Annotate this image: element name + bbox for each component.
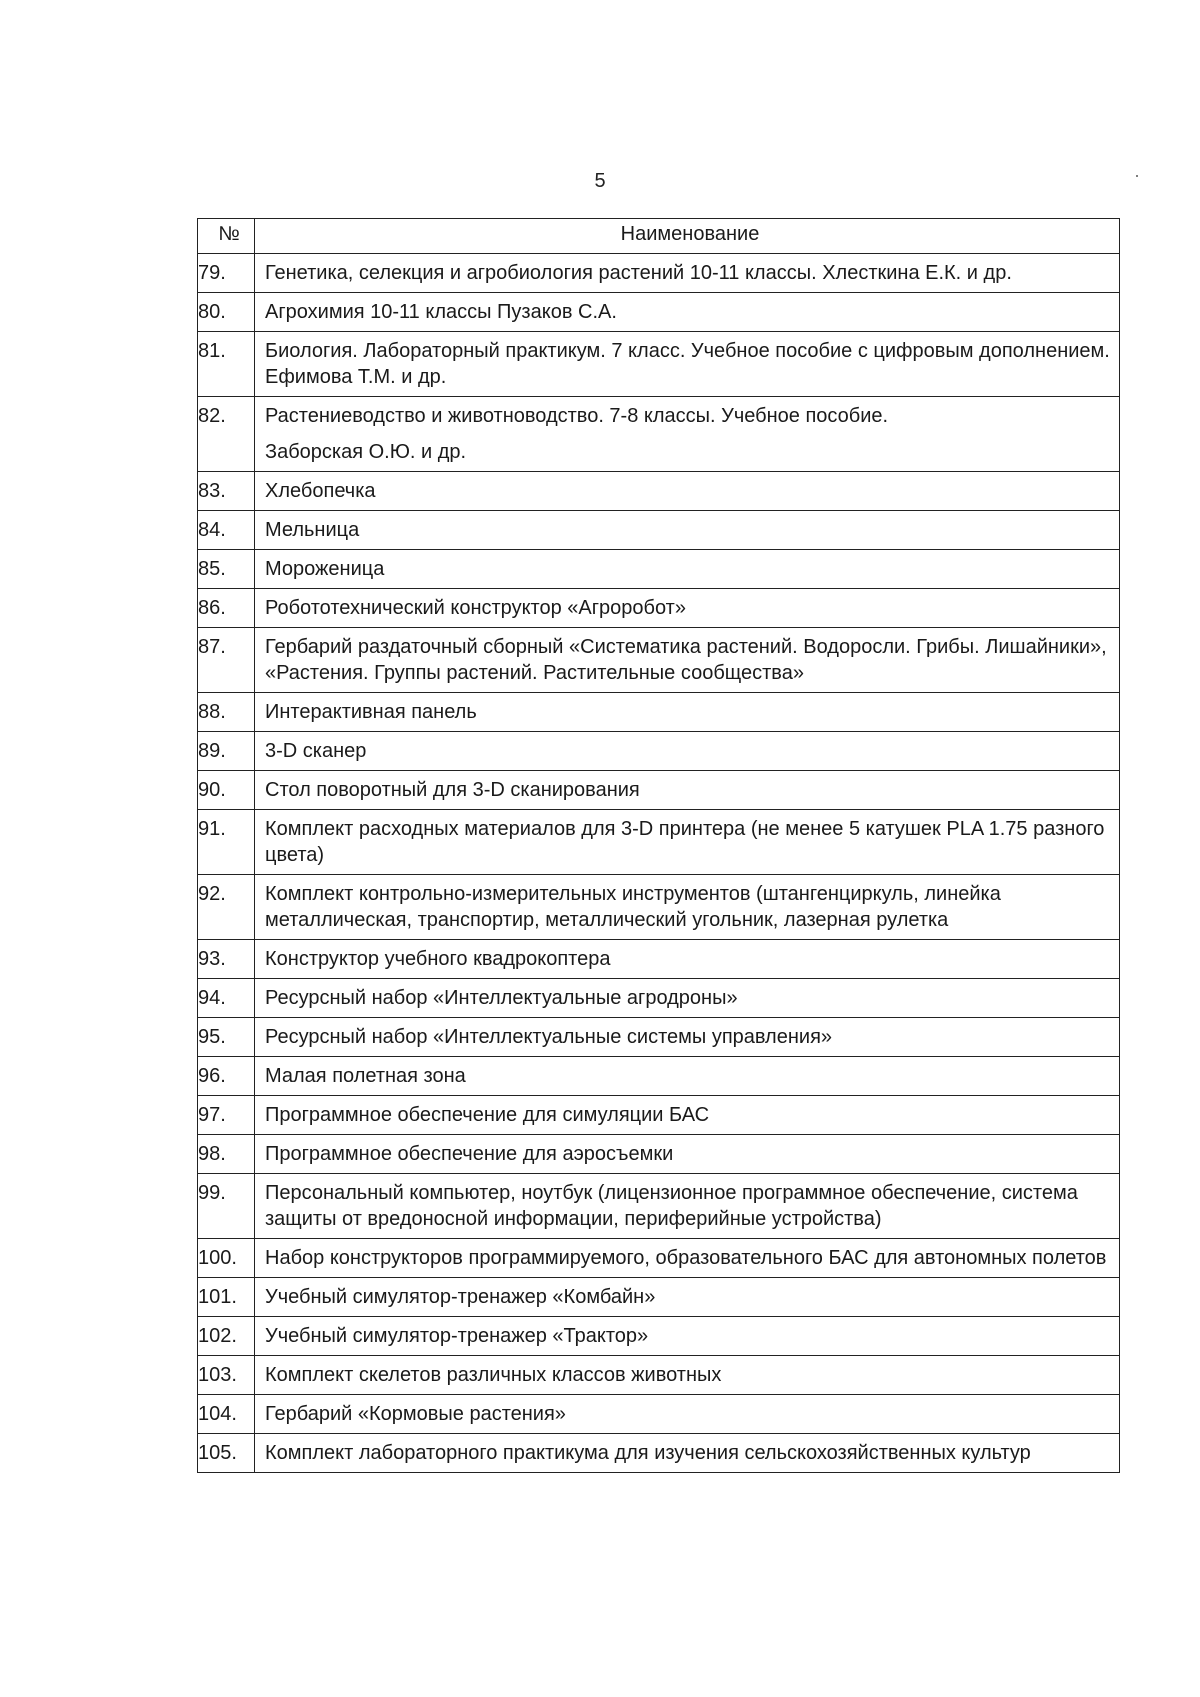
- row-number: 90.: [198, 771, 255, 810]
- row-name-cell: [255, 332, 1120, 397]
- row-name-cell: [255, 875, 1120, 940]
- row-name: Ресурсный набор «Интеллектуальные агродроны»: [265, 987, 738, 1009]
- header-name: Наименование: [255, 219, 1120, 254]
- row-number: 82.: [198, 397, 255, 472]
- table-row: [198, 810, 1120, 875]
- table-row: [198, 1395, 1120, 1434]
- row-name-continuation: Заборская О.Ю. и др.: [265, 441, 467, 463]
- table-row: [198, 693, 1120, 732]
- row-name: Комплект контрольно-измерительных инструментов (штангенциркуль, линейка металлическая, транспортир, металлический угольник, лазерная рулетка: [265, 883, 1001, 931]
- row-name: Ресурсный набор «Интеллектуальные системы управления»: [265, 1026, 833, 1048]
- row-name: Мороженица: [265, 558, 385, 580]
- row-number: 89.: [198, 732, 255, 771]
- table-row: [198, 940, 1120, 979]
- table-row: [198, 472, 1120, 511]
- row-name-cell: [255, 1174, 1120, 1239]
- table-row: [198, 1278, 1120, 1317]
- row-name: Интерактивная панель: [265, 701, 477, 723]
- row-name-cell: [255, 628, 1120, 693]
- row-name: Комплект скелетов различных классов животных: [265, 1364, 722, 1386]
- row-number: 84.: [198, 511, 255, 550]
- row-number: 97.: [198, 1096, 255, 1135]
- row-name-cell: [255, 1434, 1120, 1473]
- row-name-cell: [255, 1239, 1120, 1278]
- row-name-cell: [255, 511, 1120, 550]
- table-row: [198, 1239, 1120, 1278]
- row-name-cell: [255, 472, 1120, 511]
- table-row: [198, 589, 1120, 628]
- row-number: 99.: [198, 1174, 255, 1239]
- row-name-cell: [255, 397, 1120, 472]
- row-name-cell: [255, 979, 1120, 1018]
- row-name-cell: [255, 1395, 1120, 1434]
- row-name: Мельница: [265, 519, 360, 541]
- row-name-cell: [255, 732, 1120, 771]
- row-name: Персональный компьютер, ноутбук (лицензионное программное обеспечение, система защиты от вредоносной информации, периферийные устройства): [265, 1182, 1078, 1230]
- row-name: Стол поворотный для 3-D сканирования: [265, 779, 640, 801]
- row-name-cell: [255, 1278, 1120, 1317]
- row-name-cell: [255, 693, 1120, 732]
- row-name: Программное обеспечение для симуляции БАС: [265, 1104, 710, 1126]
- row-name-cell: [255, 771, 1120, 810]
- table-row: [198, 1135, 1120, 1174]
- row-name: Конструктор учебного квадрокоптера: [265, 948, 611, 970]
- row-name-cell: [255, 254, 1120, 293]
- row-name: Агрохимия 10-11 классы Пузаков С.А.: [265, 301, 617, 323]
- row-name: Робототехнический конструктор «Агроробот»: [265, 597, 686, 619]
- row-number: 100.: [198, 1239, 255, 1278]
- row-number: 85.: [198, 550, 255, 589]
- row-name-cell: [255, 1018, 1120, 1057]
- row-name: Гербарий «Кормовые растения»: [265, 1403, 566, 1425]
- table-header-row: [198, 219, 1120, 254]
- row-name-cell: [255, 1135, 1120, 1174]
- table-row: [198, 511, 1120, 550]
- table-row: [198, 732, 1120, 771]
- row-name-cell: [255, 940, 1120, 979]
- row-name-cell: [255, 589, 1120, 628]
- row-number: 96.: [198, 1057, 255, 1096]
- table-row: [198, 1317, 1120, 1356]
- table-row: [198, 1356, 1120, 1395]
- row-number: 79.: [198, 254, 255, 293]
- table-row: [198, 771, 1120, 810]
- row-number: 101.: [198, 1278, 255, 1317]
- header-num: №: [198, 219, 255, 254]
- row-name: Учебный симулятор-тренажер «Трактор»: [265, 1325, 649, 1347]
- table-row: [198, 293, 1120, 332]
- row-name: Малая полетная зона: [265, 1065, 466, 1087]
- table-row: [198, 254, 1120, 293]
- row-number: 95.: [198, 1018, 255, 1057]
- row-number: 91.: [198, 810, 255, 875]
- row-name-cell: [255, 1356, 1120, 1395]
- row-name-cell: [255, 810, 1120, 875]
- table-row: [198, 1434, 1120, 1473]
- row-name: Комплект лабораторного практикума для изучения сельскохозяйственных культур: [265, 1442, 1031, 1464]
- row-name: Комплект расходных материалов для 3-D принтера (не менее 5 катушек PLA 1.75 разного цвета): [265, 818, 1105, 866]
- table-row: [198, 1057, 1120, 1096]
- row-number: 88.: [198, 693, 255, 732]
- row-number: 93.: [198, 940, 255, 979]
- table-row: [198, 397, 1120, 472]
- row-name: Генетика, селекция и агробиология растений 10-11 классы. Хлесткина Е.К. и др.: [265, 262, 1012, 284]
- row-name-cell: [255, 1096, 1120, 1135]
- row-number: 94.: [198, 979, 255, 1018]
- stray-dot: [1136, 175, 1138, 177]
- row-name: Программное обеспечение для аэросъемки: [265, 1143, 674, 1165]
- row-name: 3-D сканер: [265, 740, 367, 762]
- row-name-cell: [255, 1317, 1120, 1356]
- row-name: Набор конструкторов программируемого, образовательного БАС для автономных полетов: [265, 1247, 1107, 1269]
- row-name-cell: [255, 550, 1120, 589]
- row-number: 87.: [198, 628, 255, 693]
- row-name-cell: [255, 1057, 1120, 1096]
- row-number: 102.: [198, 1317, 255, 1356]
- table-row: [198, 550, 1120, 589]
- row-number: 105.: [198, 1434, 255, 1473]
- table-row: [198, 875, 1120, 940]
- row-number: 83.: [198, 472, 255, 511]
- row-name: Гербарий раздаточный сборный «Систематика растений. Водоросли. Грибы. Лишайники», «Растения. Группы растений. Растительные сообщества»: [265, 636, 1107, 684]
- row-number: 103.: [198, 1356, 255, 1395]
- table-row: [198, 628, 1120, 693]
- row-name: Биология. Лабораторный практикум. 7 класс. Учебное пособие с цифровым дополнением. Ефимова Т.М. и др.: [265, 340, 1110, 388]
- row-number: 86.: [198, 589, 255, 628]
- page-number: 5: [594, 170, 606, 192]
- row-number: 81.: [198, 332, 255, 397]
- row-name: Хлебопечка: [265, 480, 376, 502]
- row-name: Учебный симулятор-тренажер «Комбайн»: [265, 1286, 656, 1308]
- table-row: [198, 1174, 1120, 1239]
- row-name: Растениеводство и животноводство. 7-8 классы. Учебное пособие.: [265, 405, 889, 427]
- row-number: 104.: [198, 1395, 255, 1434]
- equipment-table: [197, 218, 1120, 1473]
- table-body: [198, 254, 1120, 1473]
- row-number: 92.: [198, 875, 255, 940]
- table-row: [198, 1018, 1120, 1057]
- table-row: [198, 332, 1120, 397]
- table-row: [198, 1096, 1120, 1135]
- table-row: [198, 979, 1120, 1018]
- row-name-cell: [255, 293, 1120, 332]
- row-number: 98.: [198, 1135, 255, 1174]
- row-number: 80.: [198, 293, 255, 332]
